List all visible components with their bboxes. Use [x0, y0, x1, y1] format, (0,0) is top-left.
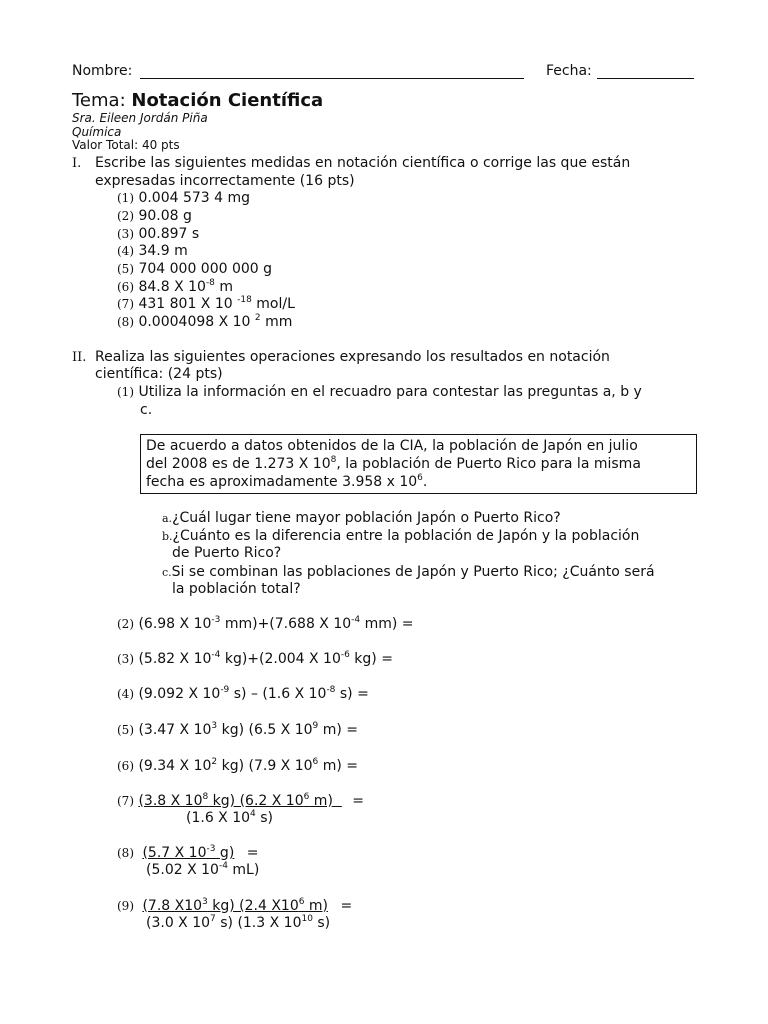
- item-number: (5): [117, 723, 134, 737]
- item-unit: m: [214, 279, 234, 295]
- title-topic: Notación Científica: [131, 90, 324, 111]
- op-exponent: 4: [250, 809, 256, 819]
- op-exponent: -3: [206, 844, 216, 854]
- list-item: [117, 190, 250, 206]
- op-text: s) =: [335, 686, 369, 702]
- op-exponent: -8: [326, 685, 336, 695]
- item-text: 0.004 573 4 mg: [138, 190, 251, 206]
- op-text: kg) =: [349, 651, 393, 667]
- item-number: (2): [117, 209, 134, 223]
- item-text: 00.897 s: [138, 226, 200, 242]
- op-text: (1.6 X 10: [186, 810, 251, 826]
- op-text: s): [255, 810, 273, 826]
- section1-numeral: I.: [72, 156, 82, 171]
- item-number: (3): [117, 227, 134, 241]
- op-text: m): [304, 898, 329, 914]
- question-c: [162, 564, 655, 581]
- item-text: 704 000 000 000 g: [138, 261, 273, 277]
- op-exponent: -4: [351, 615, 361, 625]
- item-unit: mm: [260, 314, 293, 330]
- op-text: s): [312, 915, 331, 931]
- page-title: [72, 90, 323, 112]
- question-letter: a.: [162, 512, 173, 525]
- op-exponent: -4: [218, 861, 228, 871]
- op-exponent: 2: [211, 757, 218, 767]
- op-text: mm)+(7.688 X 10: [220, 616, 352, 632]
- question-text: ¿Cuánto es la diferencia entre la población de Japón y la población: [172, 528, 640, 544]
- question-a: [162, 510, 561, 527]
- op-exponent: -6: [340, 650, 350, 660]
- operation-2: [117, 616, 414, 632]
- item-base: 0.0004098 X 10: [138, 314, 255, 330]
- op-exponent: -4: [211, 650, 221, 660]
- item-number: (1): [117, 191, 134, 205]
- op-text: (3.0 X 10: [146, 915, 211, 931]
- op-exponent: 6: [312, 757, 319, 767]
- op-exponent: 8: [202, 792, 209, 802]
- info-box-exponent: 8: [330, 455, 337, 465]
- op-text: kg)+(2.004 X 10: [220, 651, 341, 667]
- teacher-name: Sra. Eileen Jordán Piña: [72, 111, 208, 125]
- item-text: 90.08 g: [138, 208, 192, 224]
- item-exponent: 2: [254, 313, 261, 323]
- item-number: (5): [117, 262, 134, 276]
- item-base: 431 801 X 10: [138, 296, 238, 312]
- info-box-exponent: 6: [417, 473, 423, 483]
- question-letter: c.: [162, 566, 172, 579]
- op-exponent: 3: [211, 721, 218, 731]
- op-text: m): [309, 793, 333, 809]
- section2-instructions-line1: Realiza las siguientes operaciones expresando los resultados en notación: [95, 349, 610, 365]
- info-box-line1: De acuerdo a datos obtenidos de la CIA, la población de Japón en julio: [146, 438, 638, 454]
- op-text: g): [215, 845, 235, 861]
- op-text: mm) =: [360, 616, 414, 632]
- item-number: (4): [117, 244, 134, 258]
- fraction-denominator: [146, 862, 259, 878]
- op-text: kg) (6.5 X 10: [217, 722, 313, 738]
- op-text: (6.98 X 10: [138, 616, 212, 632]
- item1-text-line1: Utiliza la información en el recuadro para contestar las preguntas a, b y: [138, 384, 642, 400]
- item-number: (7): [117, 297, 134, 311]
- item-unit: mol/L: [251, 296, 295, 312]
- operation-3: [117, 651, 393, 667]
- section1-instructions-line1: Escribe las siguientes medidas en notación científica o corrige las que están: [95, 155, 631, 171]
- item-number: (8): [117, 315, 134, 329]
- list-item: [117, 243, 188, 259]
- operation-6: [117, 758, 358, 774]
- section1-instructions-line2: expresadas incorrectamente (16 pts): [95, 173, 355, 189]
- op-text: (3.47 X 10: [138, 722, 212, 738]
- op-text: s) (1.3 X 10: [215, 915, 302, 931]
- question-c-line2: la población total?: [172, 581, 301, 597]
- question-letter: b.: [162, 530, 173, 543]
- op-text: (9.34 X 10: [138, 758, 212, 774]
- list-item: [117, 314, 292, 330]
- operation-5: [117, 722, 358, 738]
- item-number: (3): [117, 652, 134, 666]
- item-number: (9): [117, 899, 134, 913]
- item-number: (7): [117, 794, 134, 808]
- op-text: (3.8 X 10: [138, 793, 203, 809]
- section2-numeral: II.: [72, 350, 87, 365]
- total-value: Valor Total: 40 pts: [72, 138, 180, 152]
- name-blank-line[interactable]: [140, 78, 524, 79]
- op-text: m) =: [318, 722, 358, 738]
- operation-4: [117, 686, 369, 702]
- item-number: (6): [117, 280, 134, 294]
- info-box-line2: [146, 456, 694, 472]
- op-text: (5.7 X 10: [142, 845, 207, 861]
- item-number: (8): [117, 846, 134, 860]
- op-text: (5.02 X 10: [146, 862, 219, 878]
- fraction-denominator: [186, 810, 273, 826]
- op-text: (7.8 X10: [142, 898, 203, 914]
- operation-9: [117, 898, 352, 914]
- op-exponent: 9: [312, 721, 319, 731]
- op-exponent: 6: [303, 792, 310, 802]
- section2-instructions-line2: científica: (24 pts): [95, 366, 223, 382]
- op-text: s) – (1.6 X 10: [229, 686, 327, 702]
- section2-item1: [117, 384, 642, 400]
- op-text: mL): [227, 862, 260, 878]
- name-label: Nombre:: [72, 63, 133, 79]
- op-text: kg) (6.2 X 10: [208, 793, 304, 809]
- op-text: kg) (2.4 X10: [207, 898, 299, 914]
- fraction-numerator: [142, 845, 234, 861]
- op-exponent: 6: [298, 897, 305, 907]
- op-text: m) =: [318, 758, 358, 774]
- fraction-numerator: [142, 898, 328, 914]
- op-text: (9.092 X 10: [138, 686, 221, 702]
- item-base: 84.8 X 10: [138, 279, 206, 295]
- fraction-denominator: [146, 915, 330, 931]
- list-item: [117, 279, 233, 295]
- item-number: (1): [117, 385, 134, 399]
- list-item: [117, 208, 192, 224]
- op-exponent: -9: [220, 685, 230, 695]
- item-exponent: -8: [205, 278, 215, 288]
- equals-sign: =: [246, 845, 259, 861]
- item-text: 34.9 m: [138, 243, 188, 259]
- operation-7: [117, 793, 364, 809]
- item-number: (2): [117, 617, 134, 631]
- equals-sign: =: [340, 898, 353, 914]
- list-item: [117, 226, 199, 242]
- info-box-text: del 2008 es de 1.273 X 10: [146, 456, 331, 472]
- item-exponent: -18: [237, 295, 252, 305]
- equals-sign: =: [352, 793, 365, 809]
- info-box-text: fecha es aproximadamente 3.958 x 10: [146, 474, 418, 490]
- op-exponent: -3: [211, 615, 221, 625]
- op-text: (5.82 X 10: [138, 651, 212, 667]
- list-item: [117, 261, 272, 277]
- date-blank-line[interactable]: [597, 78, 694, 79]
- op-exponent: 3: [202, 897, 208, 907]
- item1-text-line2: c.: [140, 402, 153, 418]
- op-text: kg) (7.9 X 10: [217, 758, 313, 774]
- date-label: Fecha:: [546, 63, 592, 79]
- question-text: Si se combinan las poblaciones de Japón y Puerto Rico; ¿Cuánto será: [171, 564, 655, 580]
- title-prefix: Tema:: [72, 90, 126, 111]
- operation-8: [117, 845, 258, 861]
- question-b: [162, 528, 639, 545]
- subject-name: Química: [72, 125, 122, 139]
- question-b-line2: de Puerto Rico?: [172, 545, 282, 561]
- list-item: [117, 296, 295, 312]
- fraction-numerator: [138, 793, 341, 809]
- op-exponent: 7: [210, 914, 216, 924]
- info-box-text: , la población de Puerto Rico para la misma: [336, 456, 641, 472]
- op-exponent: 10: [301, 914, 313, 924]
- info-box-text: .: [422, 474, 428, 490]
- item-number: (4): [117, 687, 134, 701]
- item-number: (6): [117, 759, 134, 773]
- info-box-line3: [146, 474, 427, 490]
- question-text: ¿Cuál lugar tiene mayor población Japón o Puerto Rico?: [172, 510, 561, 526]
